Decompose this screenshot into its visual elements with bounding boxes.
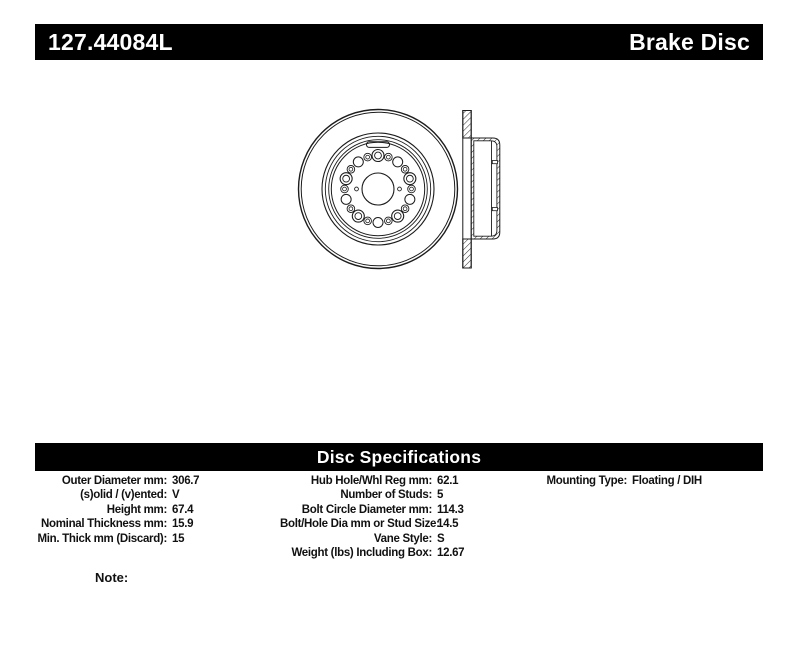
spec-value: V xyxy=(172,489,180,502)
spec-value: Floating / DIH xyxy=(632,475,702,487)
spec-value: 62.1 xyxy=(437,475,459,487)
spec-label: Hub Hole/Whl Reg mm: xyxy=(310,475,432,487)
spec-row xyxy=(480,474,702,488)
spec-value: 14.5 xyxy=(437,518,459,531)
spec-value: 306.7 xyxy=(172,475,200,487)
spec-label: Vane Style: xyxy=(373,532,432,545)
spec-label: (s)olid / (v)ented: xyxy=(80,489,167,502)
note-label: Note: xyxy=(95,570,129,585)
spec-row xyxy=(280,517,464,531)
spec-row xyxy=(35,474,199,488)
bolt-hole-ring xyxy=(340,150,416,228)
spec-row xyxy=(280,546,464,560)
spec-row xyxy=(35,532,199,546)
spec-row xyxy=(35,503,199,517)
spec-label: Outer Diameter mm: xyxy=(61,475,167,487)
spec-label: Weight (lbs) Including Box: xyxy=(291,547,432,560)
spec-value: 15 xyxy=(172,532,185,545)
spec-row xyxy=(280,503,464,517)
brake-disc-cross-section xyxy=(463,111,500,269)
brake-disc-front-view xyxy=(299,110,458,269)
spec-value: 114.3 xyxy=(437,503,464,516)
spec-row xyxy=(35,517,199,531)
spec-row xyxy=(280,488,464,502)
spec-label: Bolt/Hole Dia mm or Stud Size: xyxy=(280,518,440,531)
center-bore xyxy=(362,173,394,205)
product-type-title: Brake Disc xyxy=(629,28,750,55)
part-number: 127.44084L xyxy=(48,28,173,55)
spec-value: 12.67 xyxy=(437,547,465,560)
spec-label: Bolt Circle Diameter mm: xyxy=(301,503,432,516)
spec-label: Mounting Type: xyxy=(546,475,627,487)
spec-value: 5 xyxy=(437,489,444,502)
spec-section-title: Disc Specifications xyxy=(316,446,482,467)
spec-column-right xyxy=(480,474,702,488)
spec-label: Number of Studs: xyxy=(340,489,432,502)
spec-label: Min. Thick mm (Discard): xyxy=(37,532,167,545)
spec-row xyxy=(35,488,199,502)
spec-value: 15.9 xyxy=(172,518,194,531)
spec-section-bar xyxy=(35,443,763,471)
spec-label: Nominal Thickness mm: xyxy=(41,518,167,531)
spec-column-left xyxy=(35,474,199,546)
spec-row xyxy=(280,532,464,546)
spec-column-middle xyxy=(280,474,464,560)
spec-row xyxy=(280,474,464,488)
spec-value: 67.4 xyxy=(172,503,194,516)
spec-label: Height mm: xyxy=(106,503,167,516)
spec-value: S xyxy=(437,532,445,545)
